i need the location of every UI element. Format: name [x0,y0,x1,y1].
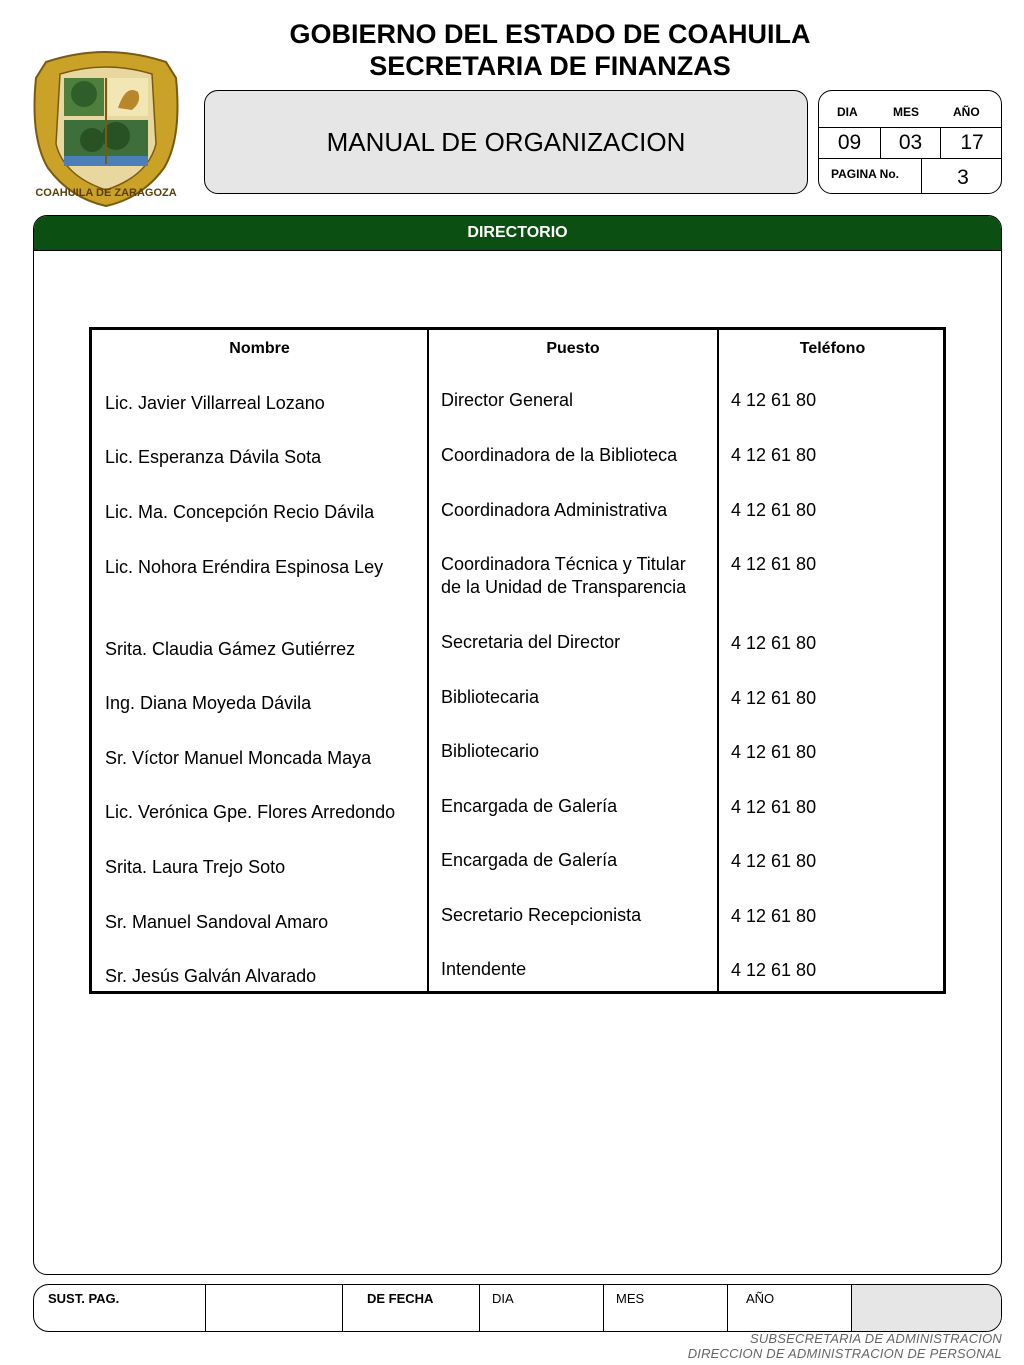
telefono-cell: 4 12 61 80 [731,554,817,574]
nombre-cell: Lic. Ma. Concepción Recio Dávila [105,502,375,522]
footer-mes-cell [604,1285,728,1331]
directory-table [89,327,946,994]
puesto-cell: Encargada de Galería [441,850,618,870]
nombre-cell: Srita. Claudia Gámez Gutiérrez [105,639,356,659]
puesto-cell: Coordinadora Administrativa [441,500,668,520]
puesto-cell: Secretaria del Director [441,632,621,652]
telefono-cell: 4 12 61 80 [731,960,817,980]
nombre-cell: Sr. Jesús Galván Alvarado [105,966,317,986]
footer-bar [33,1284,1002,1332]
column-divider [717,330,719,991]
manual-title-panel [204,90,808,194]
footer-mes-label: MES [616,1291,645,1306]
page-label: PAGINA No. [831,167,899,181]
subsecretaria-line: SUBSECRETARIA DE ADMINISTRACION [749,1331,1002,1346]
telefono-cell: 4 12 61 80 [731,688,817,708]
puesto-cell: Director General [441,390,574,410]
telefono-cell: 4 12 61 80 [731,906,817,926]
seal-text: COAHUILA DE ZARAGOZA [35,187,177,199]
telefono-cell: 4 12 61 80 [731,742,817,762]
manual-title: MANUAL DE ORGANIZACION [326,126,686,157]
dia-value: 09 [819,128,881,158]
telefono-cell: 4 12 61 80 [731,851,817,871]
nombre-cell: Lic. Esperanza Dávila Sota [105,447,322,467]
telefono-cell: 4 12 61 80 [731,500,817,520]
telefono-cell: 4 12 61 80 [731,633,817,653]
column-header-puesto: Puesto [546,340,600,357]
footer-dia-cell [480,1285,604,1331]
mes-value: 03 [881,128,941,158]
nombre-cell: Ing. Diana Moyeda Dávila [105,693,312,713]
section-header [34,216,1001,251]
nombre-cell: Sr. Manuel Sandoval Amaro [105,912,329,932]
direccion-line: DIRECCION DE ADMINISTRACION DE PERSONAL [687,1346,1002,1361]
de-fecha-cell [343,1285,480,1331]
column-header-telefono: Teléfono [799,340,866,357]
nombre-cell: Srita. Laura Trejo Soto [105,857,286,877]
date-page-box [818,90,1002,194]
sust-pag-label: SUST. PAG. [48,1291,120,1306]
mes-label: MES [893,105,920,119]
anio-label: AÑO [953,105,980,119]
puesto-cell-line2: de la Unidad de Transparencia [441,577,687,597]
nombre-cell: Lic. Verónica Gpe. Flores Arredondo [105,802,396,822]
puesto-cell: Intendente [441,959,527,979]
date-values-row [819,127,1001,159]
telefono-cell: 4 12 61 80 [731,445,817,465]
section-title: DIRECTORIO [467,224,568,241]
government-name: GOBIERNO DEL ESTADO DE COAHUILA [289,19,811,49]
nombre-cell: Sr. Víctor Manuel Moncada Maya [105,748,372,768]
sust-pag-cell [34,1285,206,1331]
page-number: 3 [957,166,969,189]
puesto-cell: Bibliotecario [441,741,540,761]
column-header-nombre: Nombre [229,340,290,357]
puesto-cell: Encargada de Galería [441,796,618,816]
puesto-cell: Coordinadora Técnica y Titular [441,554,686,574]
government-header [240,18,860,82]
column-divider [427,330,429,991]
anio-value: 17 [960,131,984,154]
secretariat-name: SECRETARIA DE FINANZAS [369,51,731,81]
telefono-cell: 4 12 61 80 [731,797,817,817]
sust-pag-value-cell [206,1285,343,1331]
footer-anio-cell [728,1285,852,1331]
nombre-cell: Lic. Javier Villarreal Lozano [105,393,325,413]
dia-label: DIA [837,105,858,119]
footer-dia-label: DIA [492,1291,514,1306]
puesto-cell: Bibliotecaria [441,687,540,707]
telefono-cell: 4 12 61 80 [731,390,817,410]
puesto-cell: Secretario Recepcionista [441,905,642,925]
de-fecha-label: DE FECHA [367,1291,434,1306]
footer-gray-cell [852,1285,1002,1331]
nombre-cell: Lic. Nohora Eréndira Espinosa Ley [105,557,384,577]
puesto-cell: Coordinadora de la Biblioteca [441,445,678,465]
page-divider [921,159,922,194]
coahuila-coat-of-arms-icon [26,48,186,208]
footer-anio-label: AÑO [746,1291,775,1306]
